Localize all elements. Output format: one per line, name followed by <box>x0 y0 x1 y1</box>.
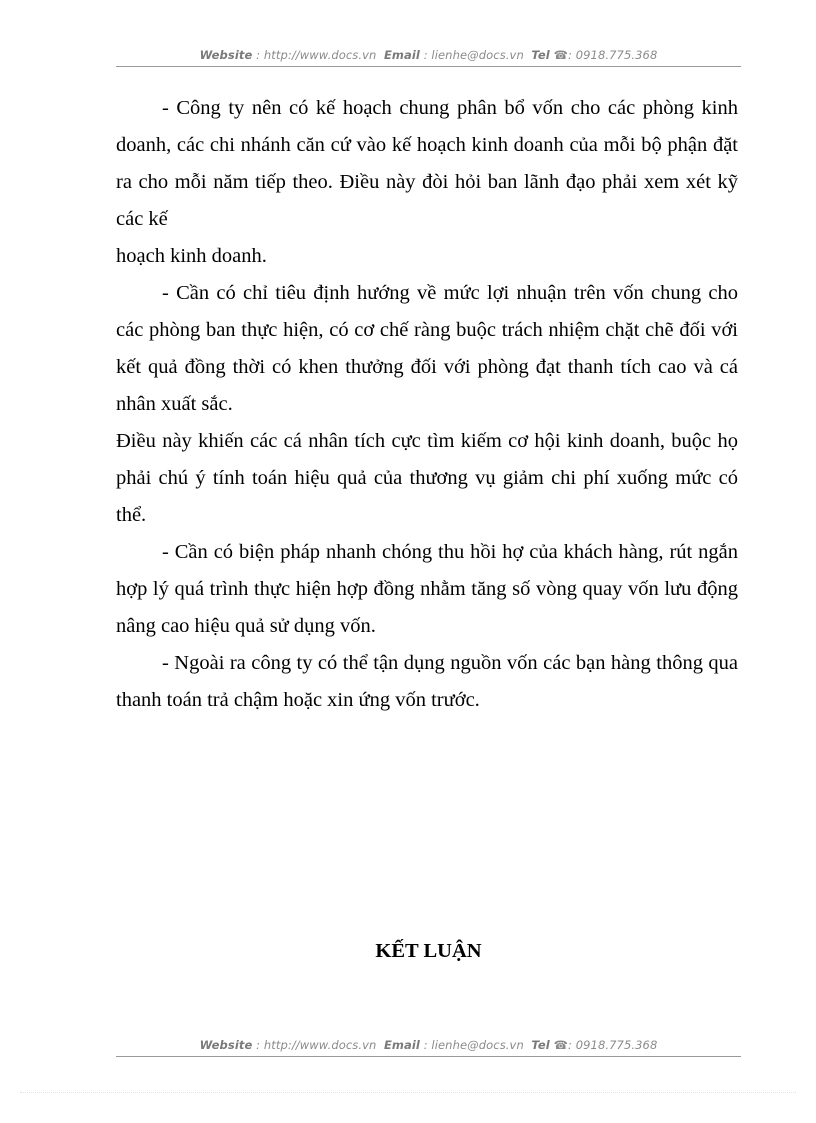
email-value: : lienhe@docs.vn <box>423 1038 524 1052</box>
phone-icon: ☎ <box>553 1038 568 1052</box>
website-value: : http://www.docs.vn <box>256 48 377 62</box>
page-header <box>116 48 741 62</box>
paragraph-incentive: Điều này khiến các cá nhân tích cực tìm kiếm cơ hội kinh doanh, buộc họ phải chú ý tính toán hiệu quả của thương vụ giảm chi phí xuống mức có thể. <box>116 430 738 526</box>
tel-value: : 0918.775.368 <box>567 48 658 62</box>
website-label: Website <box>199 1038 253 1052</box>
footer-rule <box>116 1056 741 1057</box>
section-heading: KẾT LUẬN <box>375 940 482 962</box>
email-label: Email <box>383 1038 420 1052</box>
document-body <box>116 90 738 719</box>
page-edge-divider <box>20 1092 796 1093</box>
email-label: Email <box>383 48 420 62</box>
website-label: Website <box>199 48 253 62</box>
paragraph-capital-plan: - Công ty nên có kế hoạch chung phân bổ vốn cho các phòng kinh doanh, các chi nhánh căn cứ vào kế hoạch kinh doanh của mỗi bộ phận đặt ra cho mỗi năm tiếp theo. Điều này đòi hỏi ban lãnh đạo phải xem xét kỹ các kế <box>116 97 738 230</box>
tel-label: Tel <box>531 48 550 62</box>
tel-value: : 0918.775.368 <box>567 1038 658 1052</box>
email-value: : lienhe@docs.vn <box>423 48 524 62</box>
paragraph-supplier-credit: - Ngoài ra công ty có thể tận dụng nguồn vốn các bạn hàng thông qua thanh toán trả chậm hoặc xin ứng vốn trước. <box>116 652 738 711</box>
paragraph-debt-recovery: - Cần có biện pháp nhanh chóng thu hồi hợ của khách hàng, rút ngắn hợp lý quá trình thực hiện hợp đồng nhằm tăng số vòng quay vốn lưu động nâng cao hiệu quả sử dụng vốn. <box>116 541 738 637</box>
page-footer <box>116 1038 741 1052</box>
website-value: : http://www.docs.vn <box>256 1038 377 1052</box>
tel-label: Tel <box>531 1038 550 1052</box>
paragraph-continuation: hoạch kinh doanh. <box>116 245 267 267</box>
phone-icon: ☎ <box>553 48 568 62</box>
header-rule <box>116 66 741 67</box>
paragraph-profit-target: - Cần có chỉ tiêu định hướng về mức lợi nhuận trên vốn chung cho các phòng ban thực hiện, có cơ chế ràng buộc trách nhiệm chặt chẽ đối với kết quả đồng thời có khen thưởng đối với phòng đạt thanh tích cao và cá nhân xuất sắc. <box>116 282 738 415</box>
